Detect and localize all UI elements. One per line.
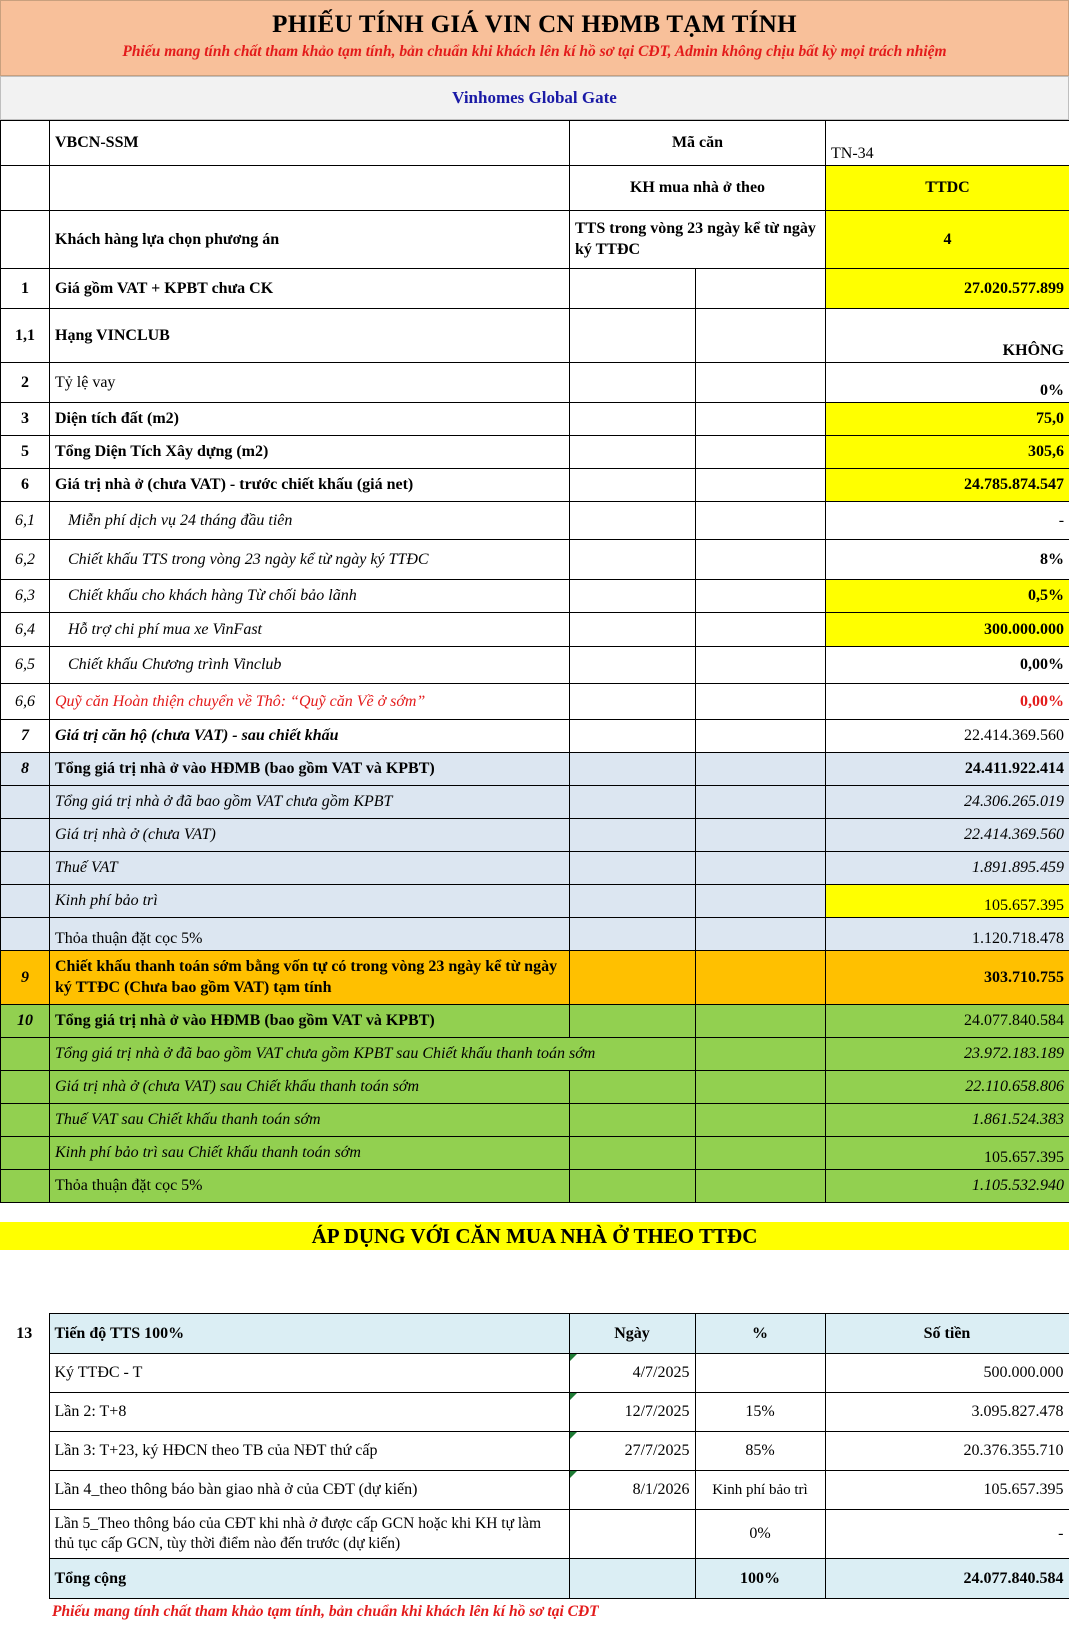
row-label: Tổng giá trị nhà ở đã bao gồm VAT chưa gồm KPBT (50, 786, 570, 819)
footer-disclaimer: Phiếu mang tính chất tham khảo tạm tính, bản chuẩn khi khách lên kí hồ sơ tại CĐT (52, 1603, 599, 1620)
empty-cell (570, 436, 696, 469)
row-label: Chiết khấu thanh toán sớm bằng vốn tự có trong vòng 23 ngày kể từ ngày ký TTĐC (Chưa bao gồm VAT) tạm tính (50, 951, 570, 1005)
empty-cell (570, 613, 696, 647)
empty-cell (570, 753, 696, 786)
row-label: Thỏa thuận đặt cọc 5% (50, 918, 570, 951)
row-no: 3 (1, 403, 50, 436)
payment-schedule-table (0, 1313, 1069, 1599)
empty-cell (570, 885, 696, 918)
row-value[interactable]: 0,5% (826, 580, 1069, 613)
empty-cell (570, 684, 696, 720)
row-no: 6,6 (1, 684, 50, 720)
empty-cell (570, 540, 696, 580)
row-label: Kinh phí bảo trì sau Chiết khấu thanh toán sớm (50, 1137, 570, 1170)
row-no (1, 1137, 50, 1170)
schedule-label: Lần 5_Theo thông báo của CĐT khi nhà ở được cấp GCN hoặc khi KH tự làm thủ tục cấp GCN, tùy thời điểm nào đến trước (dự kiến) (49, 1510, 569, 1559)
row-label: Quỹ căn Hoàn thiện chuyển về Thô: “Quỹ căn Về ở sớm” (50, 684, 570, 720)
row-value[interactable]: 75,0 (826, 403, 1069, 436)
row-label: Giá trị nhà ở (chưa VAT) sau Chiết khấu thanh toán sớm (50, 1071, 570, 1104)
schedule-amount[interactable]: 3.095.827.478 (825, 1393, 1069, 1432)
row-no: 6 (1, 469, 50, 502)
row-no (1, 1104, 50, 1137)
row-value[interactable]: 22.110.658.806 (826, 1071, 1069, 1104)
row-value[interactable]: 24.785.874.547 (826, 469, 1069, 502)
schedule-total-label: Tổng cộng (49, 1559, 569, 1599)
row-no (1, 166, 50, 211)
section-banner: ÁP DỤNG VỚI CĂN MUA NHÀ Ở THEO TTĐC (0, 1222, 1069, 1250)
schedule-no: 13 (16, 1324, 33, 1342)
schedule-pct[interactable]: 85% (695, 1432, 825, 1471)
row-value[interactable]: - (826, 502, 1069, 540)
spacer-cell (0, 1559, 49, 1599)
row-label: Chiết khấu cho khách hàng Từ chối bảo lãnh (50, 580, 570, 613)
header-band (0, 0, 1069, 76)
row-no (1, 1170, 50, 1203)
unit-label: Mã căn (570, 121, 826, 166)
row-no: 7 (1, 720, 50, 753)
empty-cell (696, 1137, 826, 1170)
row-value[interactable]: 27.020.577.899 (826, 269, 1069, 309)
row-value[interactable]: 24.077.840.584 (826, 1005, 1069, 1038)
schedule-amount[interactable]: 500.000.000 (825, 1354, 1069, 1393)
schedule-header-amount: Số tiền (825, 1314, 1069, 1354)
empty-cell (696, 819, 826, 852)
empty-cell (696, 786, 826, 819)
row-no (1, 852, 50, 885)
empty-cell (696, 647, 826, 684)
row-no (1, 786, 50, 819)
empty-cell (696, 951, 826, 1005)
row-no: 1 (1, 269, 50, 309)
schedule-date[interactable]: 8/1/2026 (569, 1471, 695, 1510)
row-no: 6,3 (1, 580, 50, 613)
empty-cell (570, 951, 696, 1005)
row-value[interactable]: 1.120.718.478 (826, 918, 1069, 951)
empty-cell (696, 269, 826, 309)
schedule-amount[interactable]: 105.657.395 (825, 1471, 1069, 1510)
spacer-cell (0, 1510, 49, 1559)
product-code: VBCN-SSM (50, 121, 570, 166)
empty-cell (696, 502, 826, 540)
row-value[interactable]: 305,6 (826, 436, 1069, 469)
schedule-pct[interactable]: 15% (695, 1393, 825, 1432)
row-label: Thỏa thuận đặt cọc 5% (50, 1170, 570, 1203)
empty-cell (696, 1104, 826, 1137)
schedule-label: Lần 3: T+23, ký HĐCN theo TB của NĐT thứ cấp (49, 1432, 569, 1471)
empty-cell (570, 580, 696, 613)
schedule-header-date: Ngày (569, 1314, 695, 1354)
row-no: 10 (1, 1005, 50, 1038)
row-value[interactable]: 8% (826, 540, 1069, 580)
schedule-amount[interactable]: - (825, 1510, 1069, 1559)
row-no: 6,2 (1, 540, 50, 580)
row-label: Diện tích đất (m2) (50, 403, 570, 436)
row-label: Hạng VINCLUB (50, 309, 570, 363)
row-label: Miễn phí dịch vụ 24 tháng đầu tiên (50, 502, 570, 540)
page-title: PHIẾU TÍNH GIÁ VIN CN HĐMB TẠM TÍNH (272, 11, 797, 38)
row-label: Giá trị căn hộ (chưa VAT) - sau chiết khấu (50, 720, 570, 753)
empty-cell (696, 436, 826, 469)
row-no (1, 1038, 50, 1071)
spacer-cell (0, 1471, 49, 1510)
empty-cell (570, 269, 696, 309)
empty-cell (696, 852, 826, 885)
empty-cell (570, 1005, 696, 1038)
row-no: 2 (1, 363, 50, 403)
row-label: Tổng Diện Tích Xây dựng (m2) (50, 436, 570, 469)
empty-cell (570, 502, 696, 540)
empty-cell (570, 469, 696, 502)
unit-value[interactable]: TN-34 (826, 121, 1069, 166)
empty-cell (570, 1104, 696, 1137)
empty-cell (570, 786, 696, 819)
empty-cell (696, 469, 826, 502)
empty-cell (696, 540, 826, 580)
row-value[interactable]: 300.000.000 (826, 613, 1069, 647)
empty-cell (696, 1038, 826, 1071)
empty-cell (696, 684, 826, 720)
empty-cell (570, 819, 696, 852)
schedule-header-label: Tiến độ TTS 100% (49, 1314, 569, 1354)
row-value[interactable]: KHÔNG (826, 309, 1069, 363)
row-no: 6,1 (1, 502, 50, 540)
row-value[interactable]: 24.411.922.414 (826, 753, 1069, 786)
row-label: Giá trị nhà ở (chưa VAT) - trước chiết khấu (giá net) (50, 469, 570, 502)
buy-type-label: KH mua nhà ở theo (570, 166, 826, 211)
row-no (1, 121, 50, 166)
empty-cell (696, 363, 826, 403)
row-no: 8 (1, 753, 50, 786)
row-value[interactable]: 1.891.895.459 (826, 852, 1069, 885)
row-label: Giá gồm VAT + KPBT chưa CK (50, 269, 570, 309)
schedule-pct[interactable] (695, 1354, 825, 1393)
row-no: 5 (1, 436, 50, 469)
row-value[interactable]: 23.972.183.189 (826, 1038, 1069, 1071)
schedule-date[interactable]: 12/7/2025 (569, 1393, 695, 1432)
schedule-total-amount: 24.077.840.584 (825, 1559, 1069, 1599)
empty-cell (570, 647, 696, 684)
spacer-cell (0, 1354, 49, 1393)
row-no (1, 819, 50, 852)
empty-cell (570, 1137, 696, 1170)
empty-cell (569, 1559, 695, 1599)
row-label: Thuế VAT sau Chiết khấu thanh toán sớm (50, 1104, 570, 1137)
empty-cell (696, 309, 826, 363)
spacer-cell (0, 1432, 49, 1471)
schedule-label: Lần 4_theo thông báo bàn giao nhà ở của CĐT (dự kiến) (49, 1471, 569, 1510)
schedule-total-pct: 100% (695, 1559, 825, 1599)
row-no (1, 1071, 50, 1104)
price-table (0, 120, 1069, 1203)
empty-cell (696, 753, 826, 786)
option-desc: TTS trong vòng 23 ngày kể từ ngày ký TTĐC (570, 211, 826, 269)
row-value[interactable]: 24.306.265.019 (826, 786, 1069, 819)
schedule-pct[interactable]: 0% (695, 1510, 825, 1559)
row-value[interactable]: 0,00% (826, 647, 1069, 684)
empty-cell (570, 918, 696, 951)
row-label: Thuế VAT (50, 852, 570, 885)
row-no (1, 885, 50, 918)
row-no: 6,5 (1, 647, 50, 684)
empty-cell (696, 580, 826, 613)
empty-cell (696, 403, 826, 436)
empty-cell (570, 363, 696, 403)
row-label: Tổng giá trị nhà ở đã bao gồm VAT chưa gồm KPBT sau Chiết khấu thanh toán sớm (50, 1038, 696, 1071)
empty-cell (50, 166, 570, 211)
row-value[interactable]: 105.657.395 (826, 1137, 1069, 1170)
row-no: 1,1 (1, 309, 50, 363)
empty-cell (696, 720, 826, 753)
row-value[interactable]: 0,00% (826, 684, 1069, 720)
schedule-date[interactable]: 4/7/2025 (569, 1354, 695, 1393)
row-label: Tỷ lệ vay (50, 363, 570, 403)
row-label: Chiết khấu Chương trình Vinclub (50, 647, 570, 684)
schedule-date[interactable] (569, 1510, 695, 1559)
row-label: Giá trị nhà ở (chưa VAT) (50, 819, 570, 852)
project-name: Vinhomes Global Gate (0, 76, 1069, 120)
schedule-label: Lần 2: T+8 (49, 1393, 569, 1432)
row-value[interactable]: 1.861.524.383 (826, 1104, 1069, 1137)
empty-cell (696, 885, 826, 918)
option-value[interactable]: 4 (826, 211, 1069, 269)
empty-cell (570, 852, 696, 885)
row-no (1, 918, 50, 951)
row-value[interactable]: 22.414.369.560 (826, 720, 1069, 753)
schedule-header-pct: % (695, 1314, 825, 1354)
spacer-cell (0, 1393, 49, 1432)
row-value[interactable]: 105.657.395 (826, 885, 1069, 918)
empty-cell (696, 918, 826, 951)
disclaimer-text: Phiếu mang tính chất tham khảo tạm tính, bản chuẩn khi khách lên kí hồ sơ tại CĐT, Admin không chịu bất kỳ mọi trách nhiệm (122, 43, 947, 60)
row-label: Hỗ trợ chi phí mua xe VinFast (50, 613, 570, 647)
empty-cell (570, 1170, 696, 1203)
row-label: Kinh phí bảo trì (50, 885, 570, 918)
empty-cell (696, 1071, 826, 1104)
buy-type-value[interactable]: TTDC (826, 166, 1069, 211)
empty-cell (570, 309, 696, 363)
schedule-pct[interactable]: Kinh phí bảo trì (695, 1471, 825, 1510)
empty-cell (696, 1005, 826, 1038)
schedule-date[interactable]: 27/7/2025 (569, 1432, 695, 1471)
option-label: Khách hàng lựa chọn phương án (50, 211, 570, 269)
row-no (1, 211, 50, 269)
schedule-amount[interactable]: 20.376.355.710 (825, 1432, 1069, 1471)
row-no: 9 (1, 951, 50, 1005)
row-label: Tổng giá trị nhà ở vào HĐMB (bao gồm VAT và KPBT) (50, 753, 570, 786)
empty-cell (696, 613, 826, 647)
schedule-label: Ký TTĐC - T (49, 1354, 569, 1393)
empty-cell (570, 403, 696, 436)
row-value[interactable]: 1.105.532.940 (826, 1170, 1069, 1203)
row-value[interactable]: 303.710.755 (826, 951, 1069, 1005)
row-label: Tổng giá trị nhà ở vào HĐMB (bao gồm VAT và KPBT) (50, 1005, 570, 1038)
row-value[interactable]: 0% (826, 363, 1069, 403)
empty-cell (570, 1071, 696, 1104)
row-value[interactable]: 22.414.369.560 (826, 819, 1069, 852)
row-no: 6,4 (1, 613, 50, 647)
row-label: Chiết khấu TTS trong vòng 23 ngày kể từ ngày ký TTĐC (50, 540, 570, 580)
empty-cell (696, 1170, 826, 1203)
empty-cell (570, 720, 696, 753)
